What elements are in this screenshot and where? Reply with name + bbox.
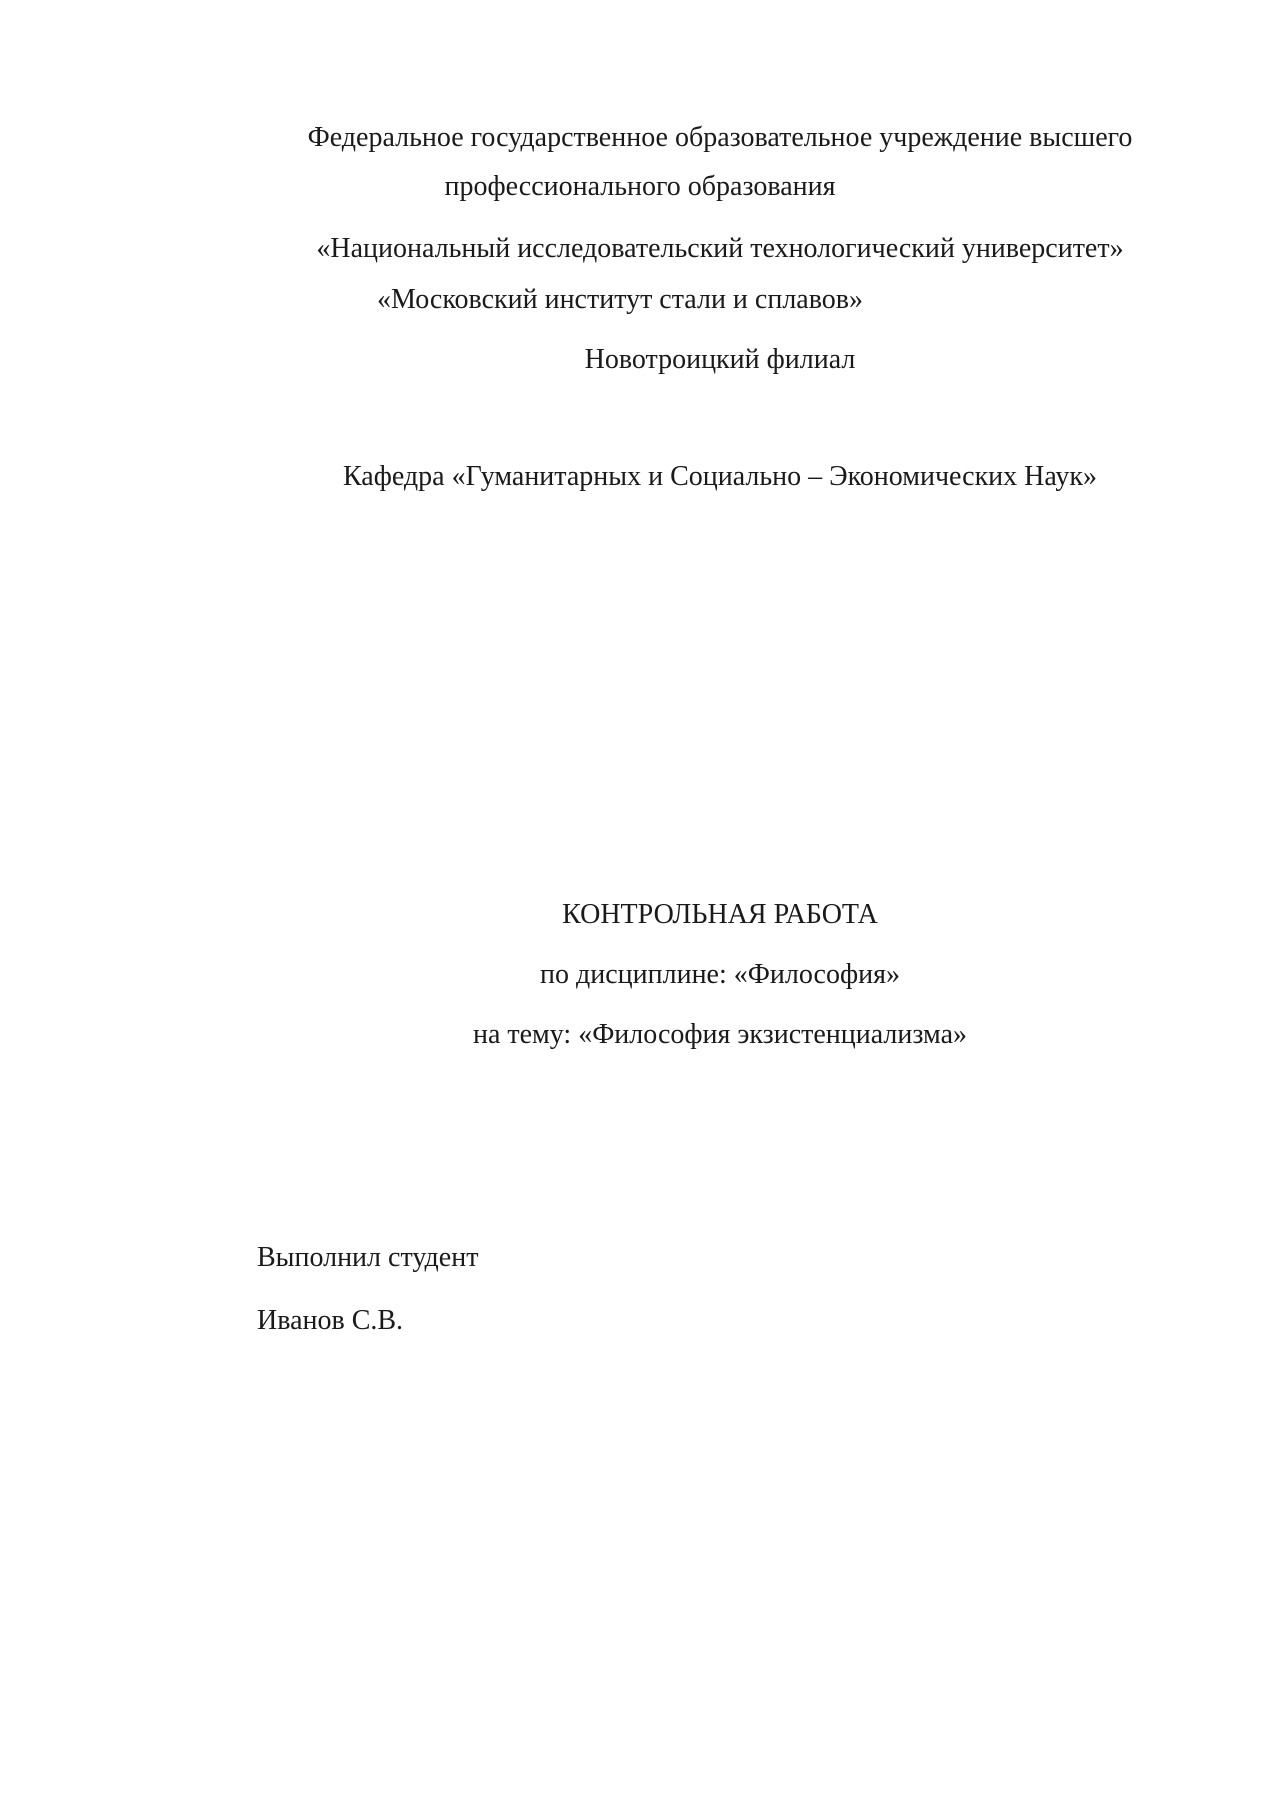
topic-line: на тему: «Философия экзистенциализма» <box>472 1019 967 1050</box>
author-label: Выполнил студент <box>257 1242 479 1273</box>
department-name: Кафедра «Гуманитарных и Социально – Экономических Наук» <box>343 461 1097 492</box>
work-type-title: КОНТРОЛЬНАЯ РАБОТА <box>562 899 878 930</box>
institution-line-1: Федеральное государственное образовательное учреждение высшего <box>307 122 1133 153</box>
branch-name: Новотроицкий филиал <box>584 344 856 375</box>
institute-name: «Московский институт стали и сплавов» <box>377 284 863 315</box>
institution-line-2: профессионального образования <box>444 171 836 202</box>
author-name: Иванов С.В. <box>257 1305 404 1336</box>
university-name: «Национальный исследовательский технологический университет» <box>316 233 1124 264</box>
discipline-line: по дисциплине: «Философия» <box>540 959 900 990</box>
